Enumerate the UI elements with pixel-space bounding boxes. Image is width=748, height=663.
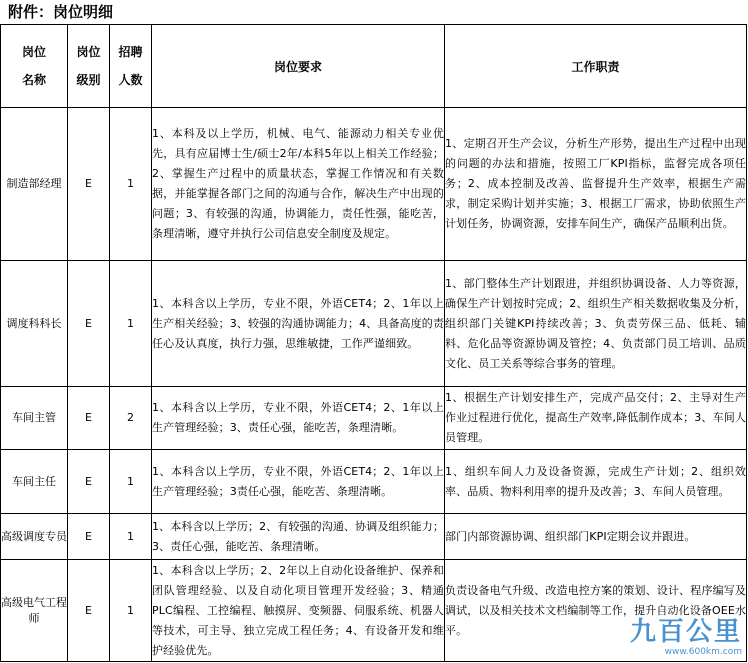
cell-duties: 1、组织车间人力及设备资源，完成生产计划；2、组织效率、品质、物料利用率的提升及改善；3、车间人员管理。 <box>445 450 747 514</box>
cell-duties: 部门内部资源协调、组织部门KPI定期会议并跟进。 <box>445 514 747 560</box>
table-header-row <box>1 25 747 108</box>
cell-requirements: 1、本科及以上学历，机械、电气、能源动力相关专业优先，具有应届博士生/硕士2年/本科5年以上相关工作经验；2、掌握生产过程中的质量状态，掌握工作情况和有关数据，并能掌握各部门之间的沟通与合作，解决生产中出现的问题；3、有较强的沟通，协调能力，责任性强，能吃苦，条理清晰，遵守并执行公司信息安全制度及规定。 <box>152 108 445 261</box>
table-row <box>1 387 747 450</box>
cell-requirements: 1、本科含以上学历；2、2年以上自动化设备维护、保养和团队管理经验、以及自动化项目管理开发经验；3、精通PLC编程、工控编程、触摸屏、变频器、伺服系统、机器人等技术，可主导、独立完成工程任务；4、有设备开发和维护经验优先。 <box>152 560 445 662</box>
cell-duties: 1、部门整体生产计划跟进，并组织协调设备、人力等资源，确保生产计划按时完成；2、组织生产相关数据收集及分析，组织部门关键KPI持续改善；3、负责劳保三品、低耗、辅料、危化品等资源协调及管控；4、负责部门员工培训、品质文化、员工关系等综合事务的管理。 <box>445 261 747 387</box>
cell-position-name: 车间主管 <box>1 387 68 450</box>
cell-level: E <box>68 387 110 450</box>
header-position-name: 岗位 名称 <box>1 25 68 108</box>
cell-requirements: 1、本科含以上学历，专业不限，外语CET4；2、1年以上生产管理经验；3、责任心强，能吃苦，条理清晰。 <box>152 387 445 450</box>
cell-level: E <box>68 108 110 261</box>
cell-level: E <box>68 560 110 662</box>
cell-position-name: 车间主任 <box>1 450 68 514</box>
cell-duties: 1、定期召开生产会议，分析生产形势，提出生产过程中出现的问题的办法和措施，按照工厂KPI指标，监督完成各项任务；2、成本控制及改善、监督提升生产效率，根据生产需求，制定采购计划并实施；3、根据工厂需求，协助依照生产计划任务，协调资源，安排车间生产，确保产品顺利出货。 <box>445 108 747 261</box>
cell-count: 1 <box>110 261 152 387</box>
cell-count: 1 <box>110 514 152 560</box>
watermark-logo-text: 九百公里 <box>630 617 743 647</box>
cell-duties: 负责设备电气升级、改造电控方案的策划、设计、程序编写及调试，以及相关技术文档编制等工作，提升自动化设备OEE水平。 <box>445 560 747 662</box>
cell-level: E <box>68 261 110 387</box>
table-row <box>1 514 747 560</box>
cell-duties: 1、根据生产计划安排生产，完成产品交付；2、主导对生产作业过程进行优化，提高生产效率,降低制作成本；3、车间人员管理。 <box>445 387 747 450</box>
cell-position-name: 高级调度专员 <box>1 514 68 560</box>
table-row <box>1 450 747 514</box>
cell-requirements: 1、本科含以上学历，专业不限，外语CET4；2、1年以上生产相关经验；3、较强的沟通协调能力；4、具备高度的责任心及认真度，执行力强，思维敏捷，工作严谨细致。 <box>152 261 445 387</box>
cell-position-name: 制造部经理 <box>1 108 68 261</box>
header-duties: 工作职责 <box>445 25 747 108</box>
watermark-url: www.600km.com <box>664 647 742 657</box>
cell-position-name: 调度科科长 <box>1 261 68 387</box>
cell-count: 1 <box>110 560 152 662</box>
cell-position-name: 高级电气工程师 <box>1 560 68 662</box>
cell-count: 1 <box>110 108 152 261</box>
job-table <box>0 24 747 662</box>
header-requirements: 岗位要求 <box>152 25 445 108</box>
header-hire-count: 招聘 人数 <box>110 25 152 108</box>
cell-count: 2 <box>110 387 152 450</box>
table-row <box>1 261 747 387</box>
cell-level: E <box>68 450 110 514</box>
cell-level: E <box>68 514 110 560</box>
header-position-level: 岗位 级别 <box>68 25 110 108</box>
page-title: 附件：岗位明细 <box>8 3 114 21</box>
cell-requirements: 1、本科含以上学历，专业不限，外语CET4；2、1年以上生产管理经验；3责任心强，能吃苦、条理清晰。 <box>152 450 445 514</box>
watermark-logo <box>630 617 742 659</box>
cell-count: 1 <box>110 450 152 514</box>
table-row <box>1 108 747 261</box>
cell-requirements: 1、本科含以上学历；2、有较强的沟通、协调及组织能力；3、责任心强，能吃苦、条理清晰。 <box>152 514 445 560</box>
